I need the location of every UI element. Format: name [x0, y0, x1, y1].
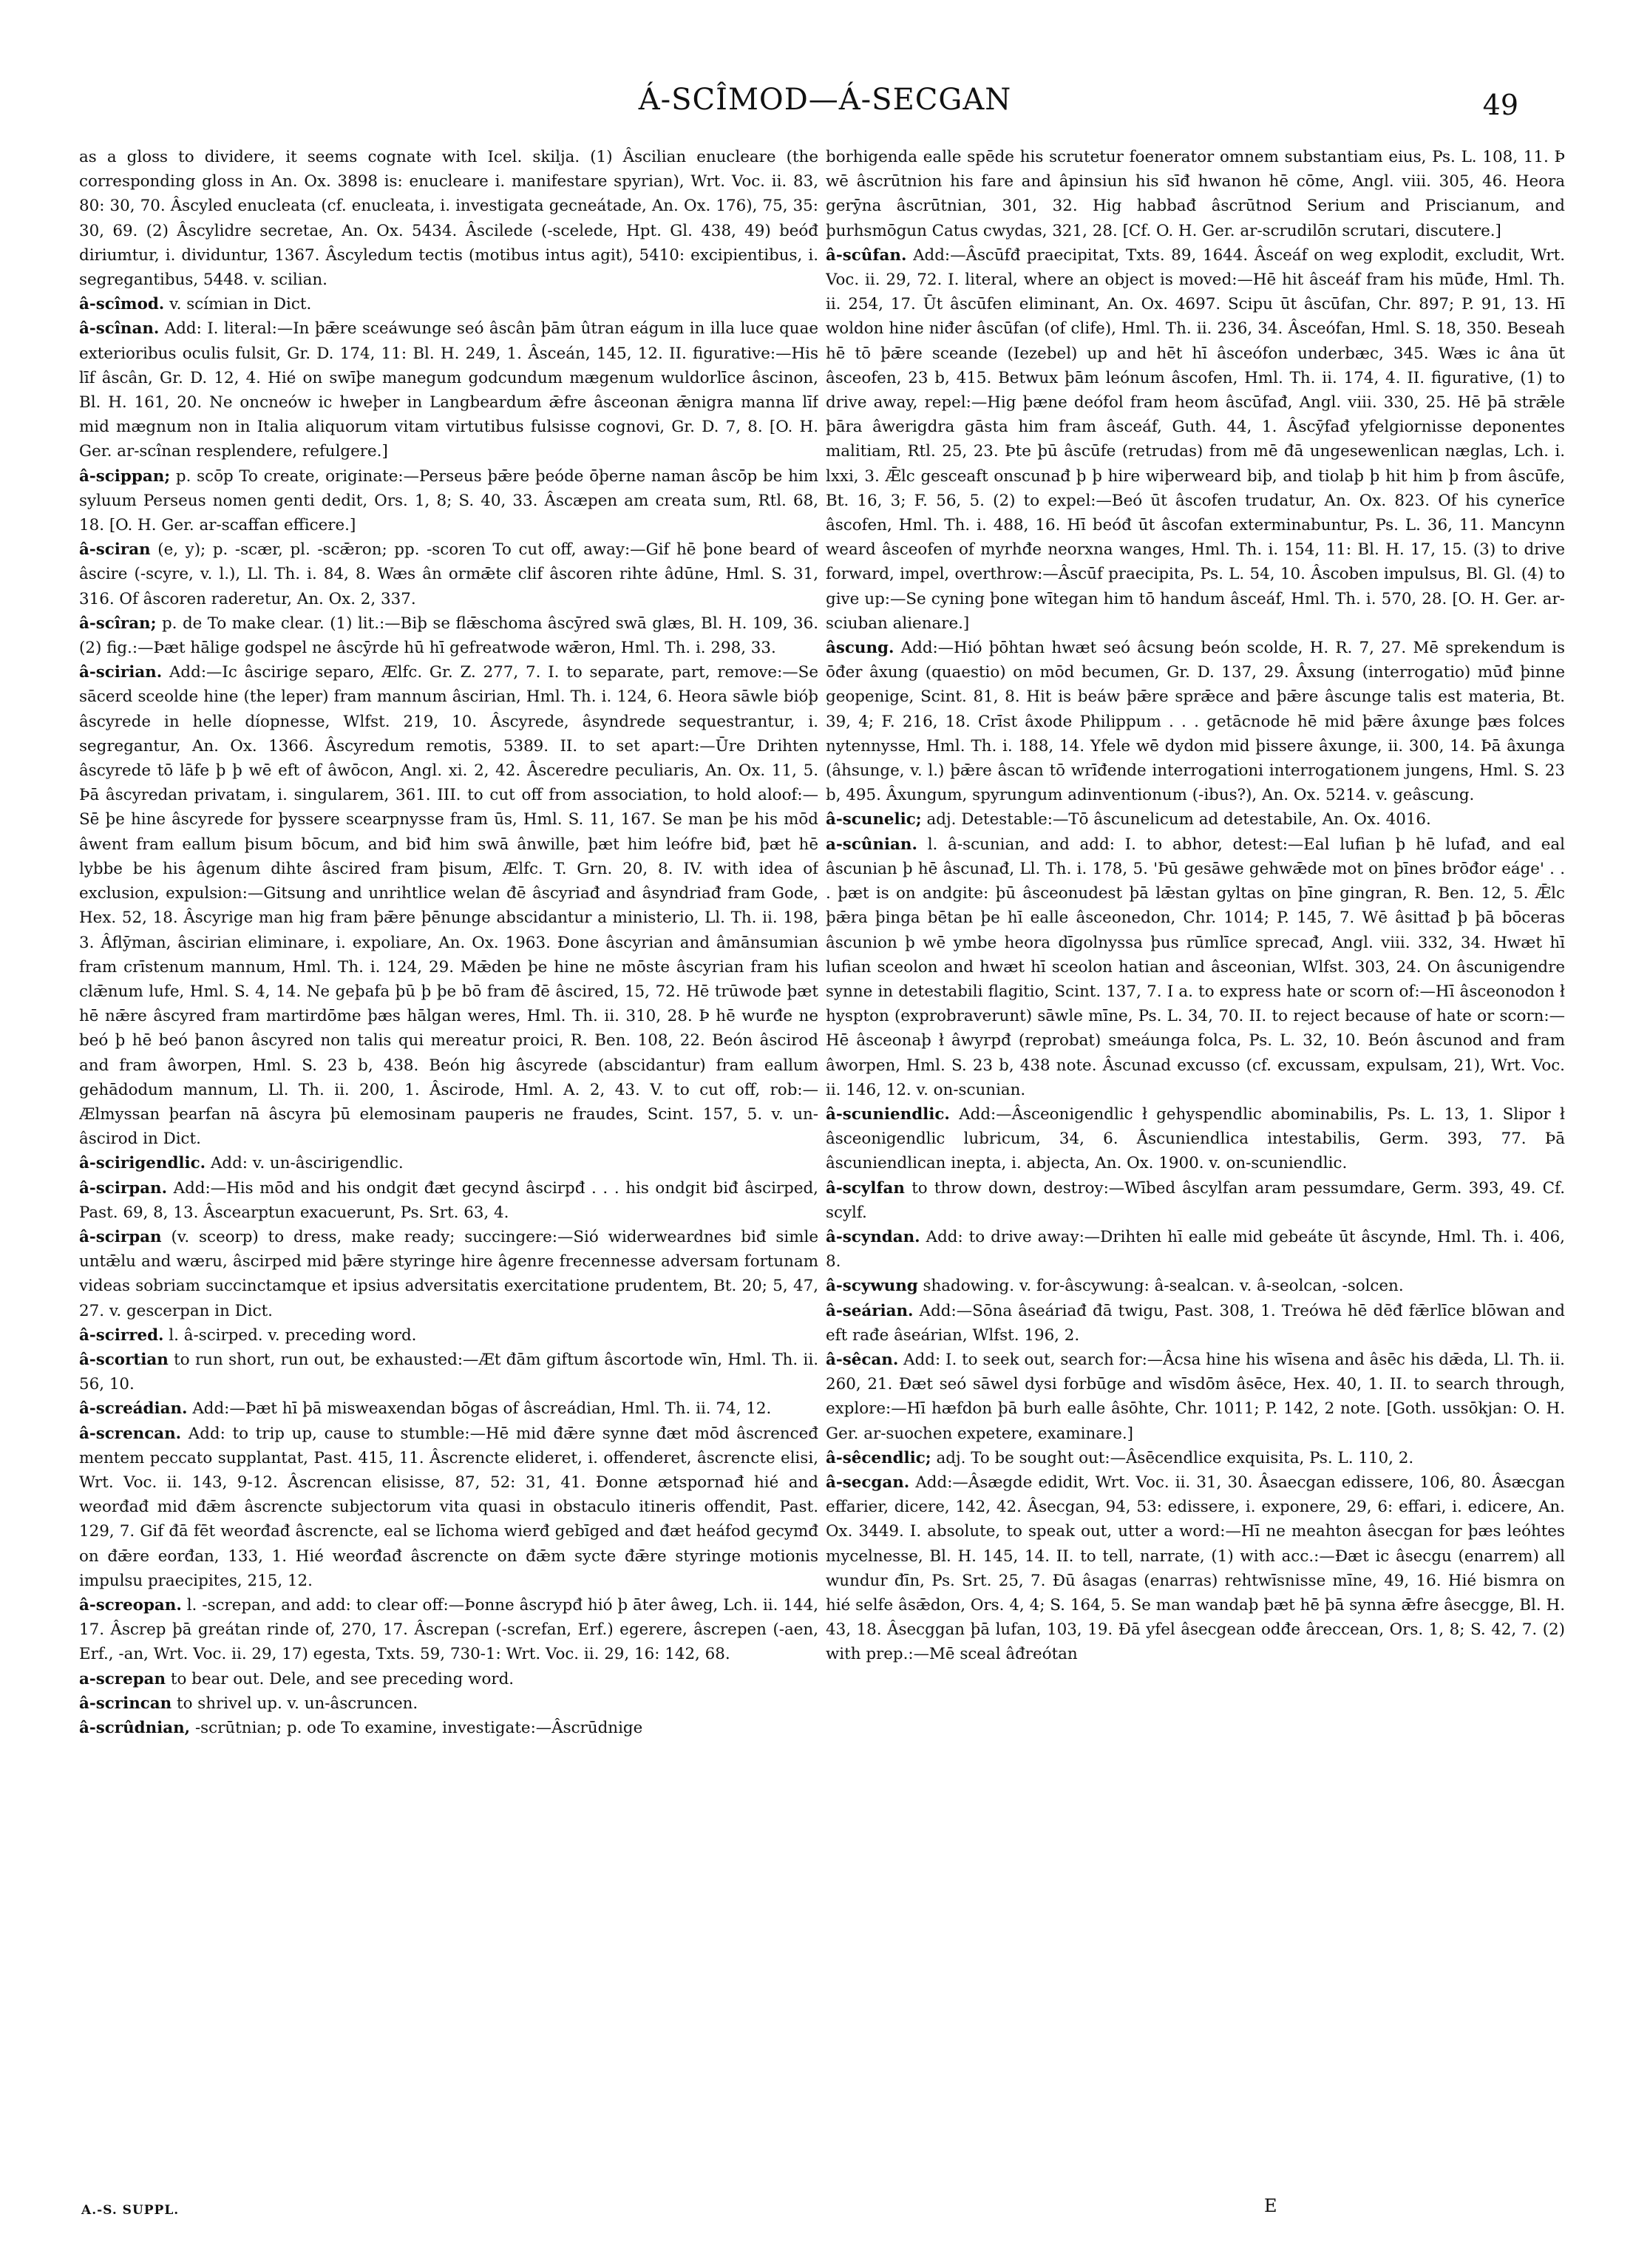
entry-headword: â-scrûdnian, [79, 1719, 191, 1737]
dictionary-entry [79, 1225, 818, 1323]
entry-headword: â-scirred. [79, 1325, 164, 1345]
entry-body: borhigenda ealle spēde his scrutetur foenerator omnem substantiam eius, Ps. L. 108, 11. Þ wē âscrūtnion his fare and âpinsiun his sīđ hwanon hē cōme, Angl. viii. 305, 46. Heora gerȳna âscrūtnian, 301, 32. Hig habbađ âscrūtnod Serium and Priscianum, and þurhsmōgun Catus cwydas, 321, 28. [Cf. O. H. Ger. ar-scrudilōn scrutari, discutere.] [826, 148, 1565, 240]
entry-headword: â-screopan. [79, 1595, 182, 1615]
dictionary-entry [79, 1348, 818, 1396]
entry-body: Add:—Sōna âseáriađ đā twigu, Past. 308, 1. Treówa hē dēđ fǣrlīce blōwan and eft rađe âseárian, Wlfst. 196, 2. [826, 1301, 1565, 1345]
entry-headword: â-scirpan. [79, 1178, 168, 1198]
entry-headword: â-scyndan. [826, 1227, 920, 1246]
entry-body: Add:—Hió þōhtan hwæt seó âcsung beón scolde, H. R. 7, 27. Mē sprekendum is ōđer âxung (quaestio) on mōd becumen, Gr. D. 137, 29. Âxsung (interrogatio) mūđ þinne geopenige, Scint. 81, 8. Hit is beáw þǣre sprǣce and þǣre âscunge talis est materia, Bt. 39, 4; F. 216, 18. Crīst âxode Philippum . . . getācnode hē mid þǣre âxunge þæs folces nytennysse, Hml. Th. i. 188, 14. Yfele wē dydon mid þissere âxunge, ii. 300, 14. Þā âxunga (âhsunge, v. l.) þǣre âscan tō wrīđende interrogationi interrogationem jungens, Hml. S. 23 b, 495. Âxungum, spyrungum adinventionum (-ibus?), An. Ox. 5214. v. geâscung. [826, 639, 1565, 805]
dictionary-entry [826, 1470, 1565, 1667]
right-column [826, 145, 1565, 2200]
entry-headword: a-screpan [79, 1669, 166, 1688]
dictionary-entry [79, 464, 818, 538]
gathering-mark: E [1264, 2196, 1277, 2216]
running-title: Á-SCÎMOD—Á-SECGAN [638, 83, 1012, 117]
entry-body: Add:—Âscūfđ praecipitat, Txts. 89, 1644. Âsceáf on weg explodit, excludit, Wrt. Voc. ii. 29, 72. I. literal, where an object is moved:—Hē hit âsceáf fram his mūđe, Hml. Th. ii. 254, 17. Ūt âscūfen eliminant, An. Ox. 4697. Scipu ūt âscūfan, Chr. 897; P. 91, 13. Hī woldon hine niđer âscūfan (of clife), Hml. Th. ii. 236, 34. Âsceófan, Hml. S. 18, 350. Beseah hē tō þǣre sceande (Iezebel) up and hēt hī âsceófon underbæc, 345. Wæs ic âna ūt âsceofen, 23 b, 415. Betwux þām leónum âscofen, Hml. Th. ii. 174, 4. II. figurative, (1) to drive away, repel:—Hig þæne deófol fram heom âscūfađ, Angl. viii. 330, 25. Hē þā strǣle þāra âwerigdra gāsta him fram âsceáf, Guth. 44, 1. Âscȳfađ yfelgiornisse deponentes malitiam, Rtl. 25, 23. Þte þū âscūfe (retrudas) from mē đā ungesewenlican næglas, Lch. i. lxxi, 3. Ǣlc gesceaft onscunađ þ þ hire wiþerweard biþ, and tiolaþ þ hit him þ from âscūfe, Bt. 16, 3; F. 56, 5. (2) to expel:—Beó ūt âscofen trudatur, An. Ox. 823. Of his cynerīce âscofen, Hml. Th. i. 488, 16. Hī beóđ ūt âscofan exterminabuntur, Ps. L. 36, 11. Mancynn weard âsceofen of myrhđe neorxna wanges, Hml. Th. i. 154, 11: Bl. H. 17, 15. (3) to drive forward, impel, overthrow:—Âscūf praecipita, Ps. L. 54, 10. Âscoben impulsus, Bl. Gl. (4) to give up:—Se cyning þone wītegan him tō handum âsceáf, Hml. Th. i. 570, 28. [O. H. Ger. ar-sciuban alienare.] [826, 245, 1565, 633]
entry-body: to bear out. Dele, and see preceding word. [170, 1669, 515, 1688]
entry-headword: â-seárian. [826, 1301, 914, 1320]
entry-body: Add: I. literal:—In þǣre sceáwunge seó âscân þām ûtran eágum in illa luce quae exterioribus oculis fulsit, Gr. D. 174, 11: Bl. H. 249, 1. Âsceán, 145, 12. II. figurative:—His līf âscân, Gr. D. 12, 4. Hié on swīþe manegum godcundum mægenum wuldorlīce âscinon, Bl. H. 161, 20. Ne oncneów ic hweþer in Langbeardum ǣfre âsceonan ǣnigra manna līf mid mægnum non in Italia aliquorum vitam virtutibus fulsisse cognovi, Gr. D. 7, 8. [O. H. Ger. ar-scînan resplendere, refulgere.] [79, 319, 818, 461]
dictionary-entry [826, 1274, 1565, 1298]
dictionary-entry [826, 1446, 1565, 1470]
entry-headword: â-secgan. [826, 1473, 910, 1492]
entry-body: to run short, run out, be exhausted:—Æt đām giftum âscortode wīn, Hml. Th. ii. 56, 10. [79, 1350, 818, 1394]
entry-body: Add: I. to seek out, search for:—Âcsa hine his wīsena and âsēc his dǣda, Ll. Th. ii. 260, 21. Đæt seó sāwel dysi forbūge and wīsdōm âsēce, Hex. 40, 1. II. to search through, explore:—Hī hæfdon þā burh ealle âsōhte, Chr. 1011; P. 142, 2 note. [Goth. ussōkjan: O. H. Ger. ar-suochen expetere, examinare.] [826, 1350, 1565, 1443]
entry-body: Add:—Âsægde edidit, Wrt. Voc. ii. 31, 30. Âsaecgan edissere, 106, 80. Âsæcgan effarier, dicere, 142, 42. Âsecgan, 94, 53: edissere, i. exponere, 29, 6: effari, i. edicere, An. Ox. 3449. I. absolute, to speak out, utter a word:—Hī ne meahton âsecgan for þæs leóhtes mycelnesse, Bl. H. 145, 14. II. to tell, narrate, (1) with acc.:—Đæt ic âsecgu (enarrem) all wundur đīn, Ps. Srt. 25, 7. Đū âsagas (enarras) rehtwīsnisse mīne, 49, 16. Hié bismra on hié selfe âsǣdon, Ors. 4, 4; S. 164, 5. Se man wandaþ þæt hē þā synna ǣfre âsecgge, Bl. H. 43, 18. Âsecggan þā lufan, 103, 19. Đā yfel âsecgean odđe âreccean, Ors. 1, 8; S. 42, 7. (2) with prep.:—Mē sceal âđreótan [826, 1473, 1565, 1664]
entry-body: p. de To make clear. (1) lit.:—Biþ se flǣschoma âscȳred swā glæs, Bl. H. 109, 36. (2) fig.:—Þæt hālige godspel ne âscȳrde hū hī gefreatwode wǣron, Hml. Th. i. 298, 33. [79, 614, 818, 658]
entry-headword: â-scippan; [79, 466, 171, 486]
dictionary-entry [79, 1667, 818, 1691]
entry-headword: â-scuniendlic. [826, 1104, 950, 1124]
entry-headword: â-scortian [79, 1350, 169, 1369]
entry-body: (v. sceorp) to dress, make ready; succingere:—Sió widerweardnes biđ simle untǣlu and wæru, âscirped mid þǣre styringe hire âgenre frecennesse adversam fortunam videas sobriam succinctamque et ipsius adversitatis exercitatione prudentem, Bt. 20; 5, 47, 27. v. gescerpan in Dict. [79, 1227, 818, 1320]
entry-headword: â-scunelic; [826, 810, 922, 829]
entry-body: adj. Detestable:—Tō âscunelicum ad detestabile, An. Ox. 4016. [926, 810, 1431, 829]
entry-headword: â-screádian. [79, 1399, 188, 1419]
entry-headword: â-scrincan [79, 1694, 172, 1713]
dictionary-entry [826, 636, 1565, 807]
dictionary-entry [826, 1299, 1565, 1348]
entry-body: Add:—His mōd and his ondgit đæt gecynd âscirpđ . . . his ondgit biđ âscirped, Past. 69, 8, 13. Âscearptun exacuerunt, Ps. Srt. 63, 4. [79, 1178, 818, 1222]
entry-body: l. â-scirped. v. preceding word. [169, 1325, 417, 1345]
left-column [79, 145, 818, 2200]
dictionary-entry [79, 1716, 818, 1740]
dictionary-entry [79, 1151, 818, 1175]
dictionary-entry [826, 1176, 1565, 1225]
entry-headword: â-screncan. [79, 1424, 182, 1443]
entry-headword: âscung. [826, 639, 894, 658]
dictionary-entry [79, 1396, 818, 1421]
entry-body: Add: v. un-âscirigendlic. [210, 1154, 404, 1173]
dictionary-entry [826, 1348, 1565, 1446]
entry-headword: â-scûfan. [826, 245, 907, 265]
entry-body: Add:—Âsceonigendlic ł gehyspendlic abominabilis, Ps. L. 13, 1. Slipor ł âsceonigendlic lubricum, 34, 6. Âscuniendlica intestabilis, Germ. 393, 77. Þā âscuniendlican inepta, i. abjecta, An. Ox. 1900. v. on-scuniendlic. [826, 1104, 1565, 1173]
entry-body: l. â-scunian, and add: I. to abhor, detest:—Eal lufian þ hē lufađ, and eal âscunian þ hē âscunađ, Ll. Th. i. 178, 5. 'Þū gesāwe gehwǣde mot on þīnes brōđor eáge' . . . þæt is on andgite: þū âsceonudest þā lǣstan gyltas on þīne gingran, R. Ben. 12, 5. Ǣlc þǣra þinga bētan þe hī ealle âsceonedon, Chr. 1014; P. 145, 7. Wē âsittađ þ þā bōceras âscunion þ wē ymbe heora dīgolnyssa þus rūmlīce sprecađ, Angl. viii. 332, 34. Hwæt hī lufian sceolon and hwæt hī sceolon hatian and âsceonian, Wlfst. 303, 24. On âscunigendre synne in detestabili flagitio, Scint. 137, 7. I a. to express hate or scorn of:—Hī âsceonodon ł hyspton (exprobraverunt) sāwle mīne, Ps. L. 34, 70. II. to reject because of hate or scorn:—Hē âsceonaþ ł âwyrpđ (reprobat) smeáunga folca, Ps. L. 32, 10. Beón âscunod and fram âworpen, Hml. S. 23 b, 438 note. Âscunad excusso (cf. excussam, expulsam, 21), Wrt. Voc. ii. 146, 12. v. on-scunian. [826, 835, 1565, 1099]
entry-headword: â-scywung [826, 1277, 918, 1296]
entry-body: as a gloss to dividere, it seems cognate with Icel. skilja. (1) Âscilian enucleare (the corresponding gloss in An. Ox. 3898 is: enucleare i. manifestare spyrian), Wrt. Voc. ii. 83, 80: 30, 70. Âscyled enucleata (cf. enucleata, i. investigata gecneátade, An. Ox. 176), 75, 35: 30, 69. (2) Âscylidre secretae, An. Ox. 5434. Âscilede (-scelede, Hpt. Gl. 438, 49) beóđ diriumtur, i. dividuntur, 1367. Âscyledum tectis (motibus intus agit), 5410: excipientibus, i. segregantibus, 5448. v. scilian. [79, 148, 818, 290]
entry-headword: â-scylfan [826, 1178, 905, 1198]
entry-body: to shrivel up. v. un-âscruncen. [177, 1694, 418, 1713]
dictionary-entry [79, 1176, 818, 1225]
entry-headword: â-scîmod. [79, 295, 165, 314]
entry-body: shadowing. v. for-âscywung: â-sealcan. v. â-seolcan, -solcen. [923, 1277, 1404, 1296]
page-number: 49 [1482, 89, 1518, 121]
entry-headword: â-sêcan. [826, 1350, 899, 1369]
entry-body: v. scímian in Dict. [169, 295, 312, 314]
entry-headword: â-scirigendlic. [79, 1154, 206, 1173]
dictionary-entry [79, 145, 818, 292]
entry-body: adj. To be sought out:—Âsēcendlice exquisita, Ps. L. 110, 2. [936, 1448, 1414, 1467]
dictionary-entry [826, 145, 1565, 243]
dictionary-entry [79, 1422, 818, 1593]
entry-headword: a-scûnian. [826, 835, 917, 854]
dictionary-entry [79, 292, 818, 316]
entry-body: Add: to trip up, cause to stumble:—Hē mid đǣre synne đæt mōd âscrenceđ mentem peccato supplantat, Past. 415, 11. Âscrencte elideret, i. offenderet, âscrencte elisi, Wrt. Voc. ii. 143, 9-12. Âscrencan elisisse, 87, 52: 31, 41. Đonne ætspornađ hié and weorđađ mid đǣm âscrencte subjectorum vita quasi in obstaculo itineris offendit, Past. 129, 7. Gif đā fēt weorđađ âscrencte, eal se līchoma wierđ gebīged and đæt heáfod gecymđ on đǣre eorđan, 133, 1. Hié weorđađ âscrencte on đǣm sycte đǣre styringe motionis impulsu praecipites, 215, 12. [79, 1424, 818, 1590]
entry-headword: â-sciran [79, 540, 151, 560]
entry-body: (e, y); p. -scær, pl. -scǣron; pp. -scoren To cut off, away:—Gif hē þone beard of âscire (-scyre, v. l.), Ll. Th. i. 84, 8. Wæs ân ormǣte clif âscoren rihte âdūne, Hml. S. 31, 316. Of âscoren raderetur, An. Ox. 2, 337. [79, 540, 818, 608]
entry-headword: â-scirian. [79, 663, 163, 682]
entry-body: -scrūtnian; p. ode To examine, investigate:—Âscrūdnige [194, 1719, 643, 1737]
dictionary-entry [79, 1323, 818, 1348]
dictionary-entry [826, 807, 1565, 832]
dictionary-entry [79, 660, 818, 1151]
entry-body: Add:—Þæt hī þā misweaxendan bōgas of âscreádian, Hml. Th. ii. 74, 12. [192, 1399, 772, 1419]
entry-headword: â-scînan. [79, 319, 160, 339]
dictionary-entry [826, 1102, 1565, 1176]
dictionary-entry [79, 316, 818, 464]
entry-body: p. scōp To create, originate:—Perseus þǣre þeóde ōþerne naman âscōp be him syluum Perseus nomen genti dedit, Ors. 1, 8; S. 40, 33. Âscæpen am creata sum, Rtl. 68, 18. [O. H. Ger. ar-scaffan efficere.] [79, 466, 818, 535]
dictionary-entry [79, 1691, 818, 1716]
dictionary-entry [826, 832, 1565, 1102]
dictionary-entry [826, 1225, 1565, 1274]
entry-headword: â-scirpan [79, 1227, 162, 1246]
entry-body: l. -screpan, and add: to clear off:—Þonne âscrypđ hió þ āter âweg, Lch. ii. 144, 17. Âscrep þā greátan rinde of, 270, 17. Âscrepan (-screfan, Erf.) egerere, âscrepen (-aen, Erf., -an, Wrt. Voc. ii. 29, 17) egesta, Txts. 59, 730-1: Wrt. Voc. ii. 29, 16: 142, 68. [79, 1595, 818, 1664]
page-header [0, 74, 1650, 133]
dictionary-entry [79, 1593, 818, 1667]
entry-headword: â-scîran; [79, 614, 157, 633]
entry-body: Add: to drive away:—Drihten hī ealle mid gebeáte ūt âscynde, Hml. Th. i. 406, 8. [826, 1227, 1565, 1271]
dictionary-entry [79, 537, 818, 611]
dictionary-entry [826, 243, 1565, 636]
dictionary-entry [79, 611, 818, 660]
entry-body: Add:—Ic âscirige separo, Ælfc. Gr. Z. 277, 7. I. to separate, part, remove:—Se sācerd sceolde hine (the leper) fram mannum âscirian, Hml. Th. i. 124, 6. Heora sāwle bióþ âscyrede in helle díopnesse, Wlfst. 219, 10. Âscyrede, âsyndrede sequestrantur, i. segregantur, An. Ox. 1366. Âscyredum remotis, 5389. II. to set apart:—Ūre Drihten âscyrede tō lāfe þ þ wē eft of âwōcon, Angl. xi. 2, 42. Âsceredre peculiaris, An. Ox. 11, 5. Þā âscyredan privatam, i. singularem, 361. III. to cut off from association, to hold aloof:—Sē þe hine âscyrede for þyssere scearpnysse fram ūs, Hml. S. 11, 167. Se man þe his mōd âwent fram eallum þisum bōcum, and biđ him swā ânwille, þæt him leófre biđ, þæt hē lybbe be his âgenum dihte âscired fram þisum, Ælfc. T. Grn. 20, 8. IV. with idea of exclusion, expulsion:—Gitsung and unrihtlice welan đē âscyriađ and âsyndriađ fram Gode, Hex. 52, 18. Âscyrige man hig fram þǣre þēnunge abscidantur a ministerio, Ll. Th. ii. 198, 3. Âflȳman, âscirian eliminare, i. expoliare, An. Ox. 1963. Đone âscyrian and âmānsumian fram crīstenum mannum, Hml. Th. i. 124, 29. Mǣden þe hine ne mōste âscyrian fram his clǣnum lufe, Hml. S. 4, 14. Ne geþafa þū þ þe bō fram đē âscired, 15, 72. Hē trūwode þæt hē nǣre âscyred fram martirdōme þæs hālgan weres, Hml. Th. ii. 310, 28. Þ hē wurđe ne beó þ hē beó þanon âscyred non talis qui mereatur proici, R. Ben. 108, 22. Beón âscirod and fram âworpen, Hml. S. 23 b, 438. Beón hig âscyrede (abscidantur) fram eallum gehādodum mannum, Ll. Th. ii. 200, 1. Âscirode, Hml. A. 2, 43. V. to cut off, rob:—Ælmyssan þearfan nā âscyra þū elemosinam pauperis ne fraudes, Scint. 157, 5. v. un-âscirod in Dict. [79, 663, 818, 1149]
entry-body: to throw down, destroy:—Wībed âscylfan aram pessumdare, Germ. 393, 49. Cf. scylf. [826, 1178, 1565, 1222]
signature-mark: A.-S. SUPPL. [81, 2203, 180, 2218]
entry-headword: â-sêcendlic; [826, 1448, 931, 1467]
